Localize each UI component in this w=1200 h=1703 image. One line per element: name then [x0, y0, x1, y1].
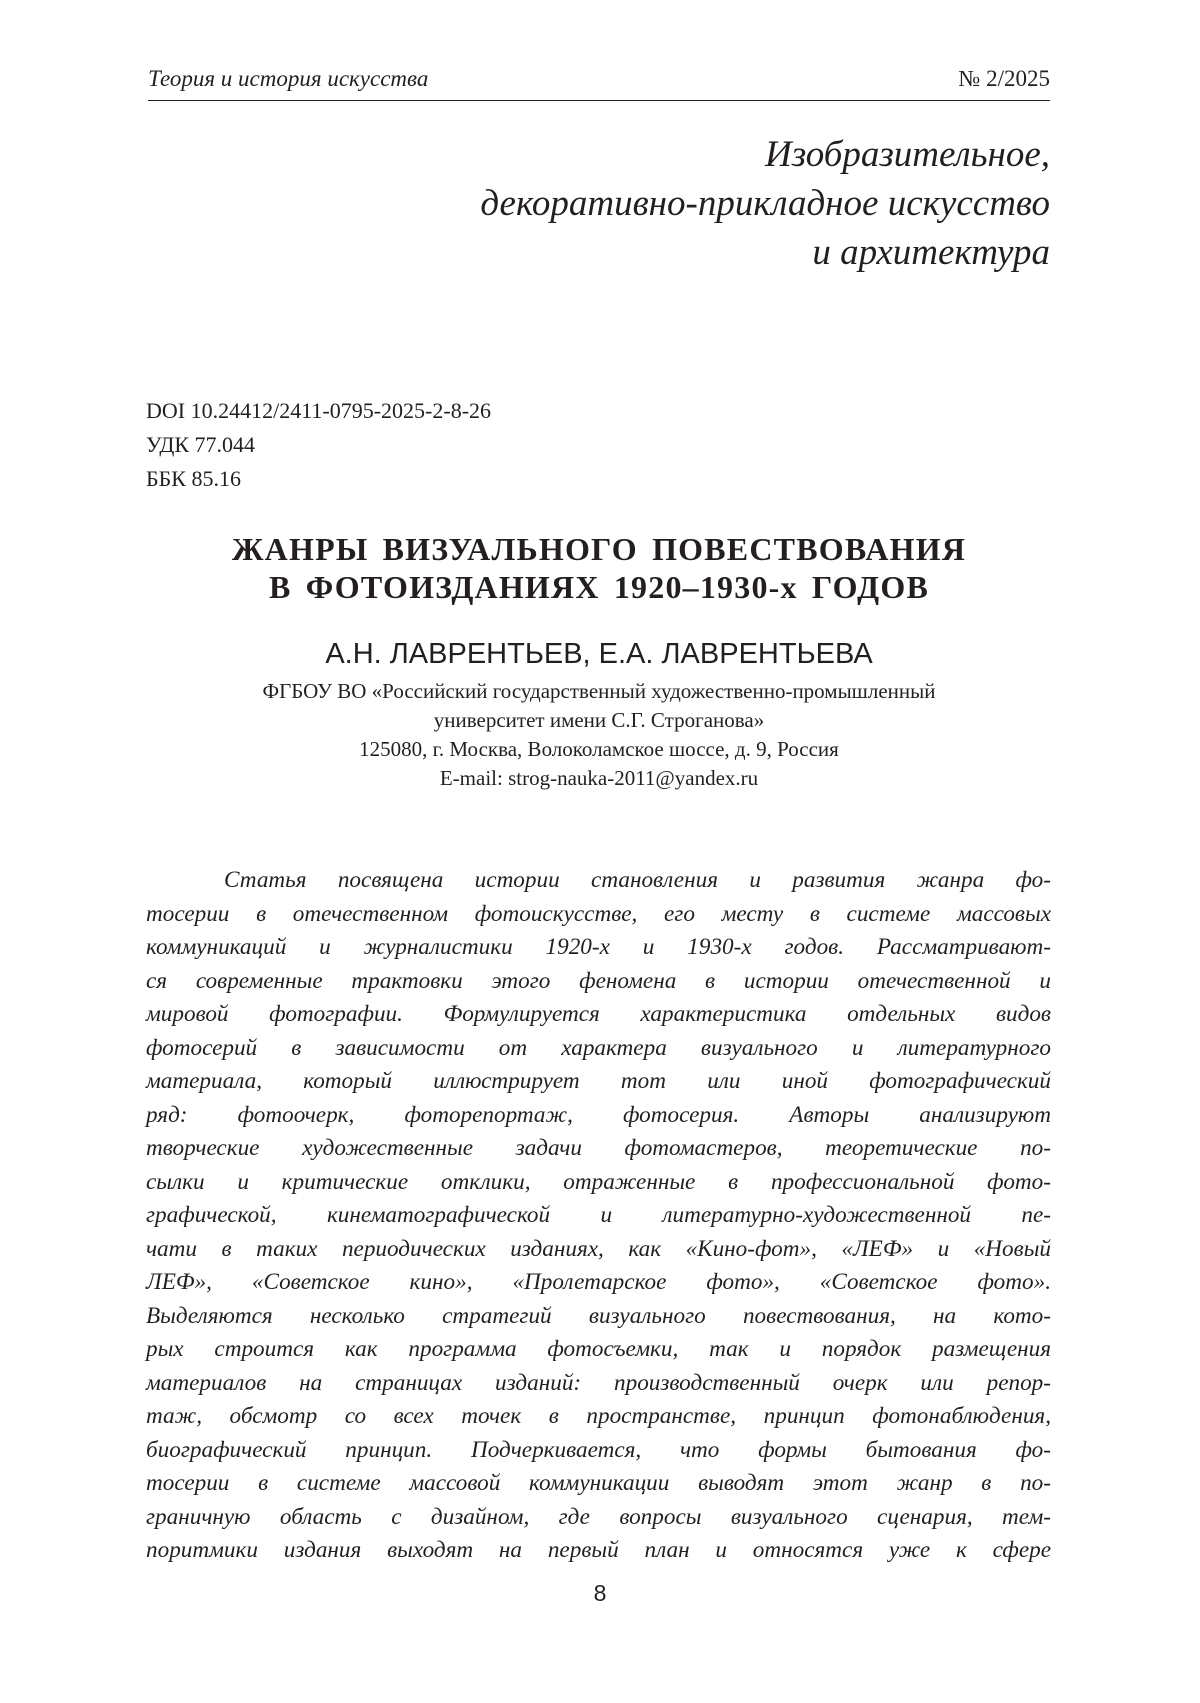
abstract-line: граничную область с дизайном, где вопросы визуального сценария, тем- [146, 1501, 1051, 1535]
abstract-line: Выделяются несколько стратегий визуального повествования, на кото- [146, 1300, 1051, 1334]
affiliation-email: E-mail: strog-nauka-2011@yandex.ru [148, 764, 1050, 793]
doi: DOI 10.24412/2411-0795-2025-2-8-26 [146, 394, 491, 428]
abstract-line: чати в таких периодических изданиях, как «Кино-фот», «ЛЕФ» и «Новый [146, 1233, 1051, 1267]
abstract-line: Статья посвящена истории становления и развития жанра фо- [146, 864, 1051, 898]
abstract-line: ся современные трактовки этого феномена в истории отечественной и [146, 965, 1051, 999]
issue-number: № 2/2025 [958, 66, 1050, 92]
affiliation-institution: ФГБОУ ВО «Российский государственный художественно-промышленный [148, 677, 1050, 706]
udk-code: УДК 77.044 [146, 428, 491, 462]
section-title-line: Изобразительное, [350, 130, 1050, 179]
abstract [146, 864, 1051, 1568]
abstract-line: ряд: фотоочерк, фоторепортаж, фотосерия. Авторы анализируют [146, 1099, 1051, 1133]
article-title [148, 530, 1050, 606]
affiliation-institution-cont: университет имени С.Г. Строганова» [148, 706, 1050, 735]
abstract-line: творческие художественные задачи фотомастеров, теоретические по- [146, 1132, 1051, 1166]
authors: А.Н. ЛАВРЕНТЬЕВ, Е.А. ЛАВРЕНТЬЕВА [148, 638, 1050, 671]
article-title-line: В ФОТОИЗДАНИЯХ 1920–1930-х ГОДОВ [148, 568, 1050, 606]
bbk-code: ББК 85.16 [146, 462, 491, 496]
abstract-line: сылки и критические отклики, отраженные в профессиональной фото- [146, 1166, 1051, 1200]
article-metadata [146, 394, 491, 496]
abstract-line: тосерии в отечественном фотоискусстве, его месту в системе массовых [146, 898, 1051, 932]
abstract-line: рых строится как программа фотосъемки, так и порядок размещения [146, 1333, 1051, 1367]
affiliation-address: 125080, г. Москва, Волоколамское шоссе, д. 9, Россия [148, 735, 1050, 764]
journal-name: Теория и история искусства [148, 66, 428, 92]
abstract-line: графической, кинематографической и литературно-художественной пе- [146, 1199, 1051, 1233]
section-title-line: и архитектура [350, 228, 1050, 277]
affiliation [148, 677, 1050, 793]
abstract-line: материала, который иллюстрирует тот или иной фотографический [146, 1065, 1051, 1099]
abstract-line: биографический принцип. Подчеркивается, что формы бытования фо- [146, 1434, 1051, 1468]
abstract-line: материалов на страницах изданий: производственный очерк или репор- [146, 1367, 1051, 1401]
abstract-line: поритмики издания выходят на первый план и относятся уже к сфере [146, 1534, 1051, 1568]
abstract-line: фотосерий в зависимости от характера визуального и литературного [146, 1032, 1051, 1066]
section-title-line: декоративно-прикладное искусство [350, 179, 1050, 228]
abstract-line: коммуникаций и журналистики 1920-х и 1930-х годов. Рассматривают- [146, 931, 1051, 965]
section-title [350, 130, 1050, 277]
running-header [148, 64, 1050, 101]
abstract-line: тосерии в системе массовой коммуникации выводят этот жанр в по- [146, 1467, 1051, 1501]
abstract-line: ЛЕФ», «Советское кино», «Пролетарское фото», «Советское фото». [146, 1266, 1051, 1300]
page-number: 8 [0, 1580, 1200, 1607]
abstract-line: таж, обсмотр со всех точек в пространстве, принцип фотонаблюдения, [146, 1400, 1051, 1434]
abstract-line: мировой фотографии. Формулируется характеристика отдельных видов [146, 998, 1051, 1032]
article-title-line: ЖАНРЫ ВИЗУАЛЬНОГО ПОВЕСТВОВАНИЯ [148, 530, 1050, 568]
